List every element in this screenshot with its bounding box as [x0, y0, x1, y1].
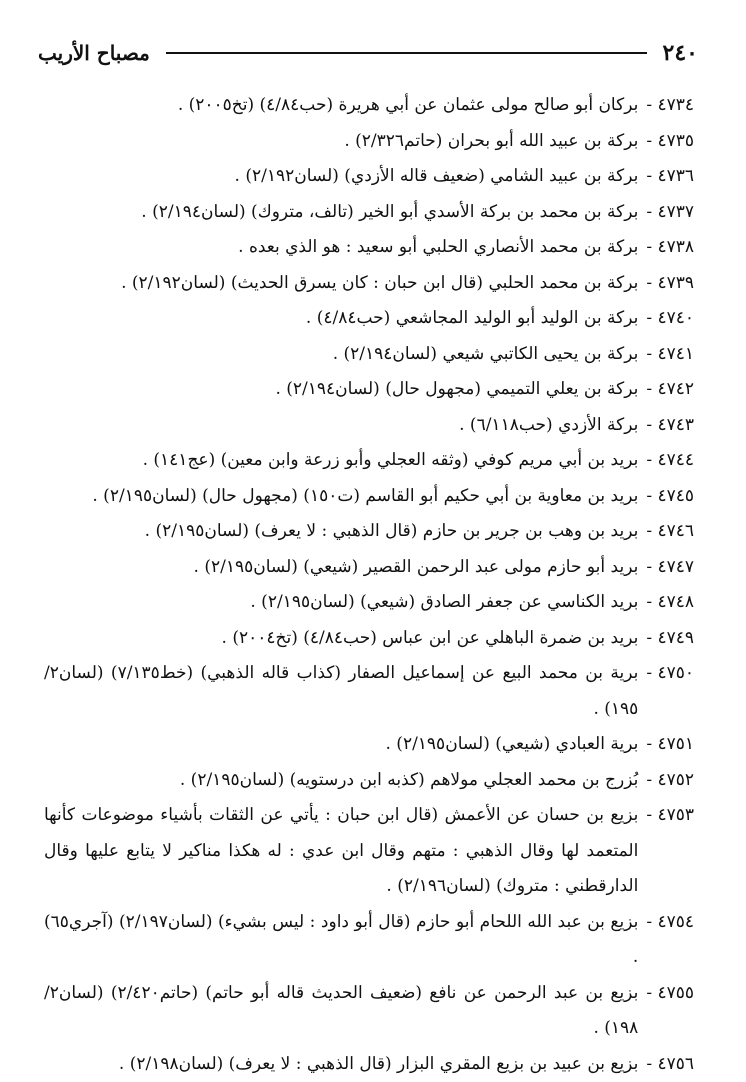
entry-row: [44, 230, 694, 266]
entry-number: ٤٧٣٤ -: [646, 88, 694, 124]
entry-number: ٤٧٥١ -: [646, 727, 694, 763]
entry-number: ٤٧٣٥ -: [646, 124, 694, 160]
entry-row: [44, 443, 694, 479]
entry-number: ٤٧٤٣ -: [646, 408, 694, 444]
entry-number: ٤٧٤٥ -: [646, 479, 694, 515]
entry-row: [44, 266, 694, 302]
entry-text: بركة بن عبيد الشامي (ضعيف قاله الأزدي) (لسان٢/١٩٢) .: [44, 159, 638, 195]
entry-text: بركان أبو صالح مولى عثمان عن أبي هريرة (حب٤/٨٤) (تخ٢٠٠٥) .: [44, 88, 638, 124]
entry-number: ٤٧٥٤ -: [646, 905, 694, 976]
page-header: [38, 36, 698, 70]
entry-text: بزيع بن عبيد بن بزيع المقري البزار (قال الذهبي : لا يعرف) (لسان٢/١٩٨) .: [44, 1047, 638, 1082]
entry-row: [44, 159, 694, 195]
entry-text: بركة بن الوليد أبو الوليد المجاشعي (حب٤/٨٤) .: [44, 301, 638, 337]
entry-number: ٤٧٥٠ -: [646, 656, 694, 727]
entry-number: ٤٧٤١ -: [646, 337, 694, 373]
entry-number: ٤٧٤٦ -: [646, 514, 694, 550]
entry-text: بريد الكناسي عن جعفر الصادق (شيعي) (لسان٢/١٩٥) .: [44, 585, 638, 621]
entry-row: [44, 337, 694, 373]
entry-row: [44, 798, 694, 905]
entry-number: ٤٧٥٣ -: [646, 798, 694, 905]
entry-number: ٤٧٣٧ -: [646, 195, 694, 231]
header-rule: [166, 52, 647, 54]
entry-row: [44, 727, 694, 763]
entry-text: بريد بن معاوية بن أبي حكيم أبو القاسم (ت١٥٠) (مجهول حال) (لسان٢/١٩٥) .: [44, 479, 638, 515]
entry-text: بُزرج بن محمد العجلي مولاهم (كذبه ابن درستويه) (لسان٢/١٩٥) .: [44, 763, 638, 799]
entry-row: [44, 88, 694, 124]
entry-text: بزيع بن عبد الرحمن عن نافع (ضعيف الحديث قاله أبو حاتم) (حاتم٢/٤٢٠) (لسان٢/ ١٩٨) .: [44, 976, 638, 1047]
entry-row: [44, 479, 694, 515]
entry-list: [44, 88, 694, 1082]
entry-number: ٤٧٥٢ -: [646, 763, 694, 799]
entry-text: بركة بن عبيد الله أبو بحران (حاتم٢/٣٢٦) .: [44, 124, 638, 160]
entry-number: ٤٧٤٢ -: [646, 372, 694, 408]
entry-row: [44, 656, 694, 727]
entry-row: [44, 124, 694, 160]
entry-number: ٤٧٤٧ -: [646, 550, 694, 586]
entry-number: ٤٧٣٦ -: [646, 159, 694, 195]
entry-row: [44, 301, 694, 337]
entry-row: [44, 621, 694, 657]
page-number: ٢٤٠: [663, 40, 698, 66]
entry-number: ٤٧٣٨ -: [646, 230, 694, 266]
entry-text: بركة بن محمد بن بركة الأسدي أبو الخير (تالف، متروك) (لسان٢/١٩٤) .: [44, 195, 638, 231]
entry-text: بزيع بن حسان عن الأعمش (قال ابن حبان : يأتي عن الثقات بأشياء موضوعات كأنها المتعمد لها وقال الذهبي : متهم وقال ابن عدي : له هكذا مناكير لا يتابع عليها وقال الدارقطني : متروك) (لسان٢/١٩٦) .: [44, 798, 638, 905]
entry-row: [44, 763, 694, 799]
entry-number: ٤٧٤٨ -: [646, 585, 694, 621]
entry-text: برية العبادي (شيعي) (لسان٢/١٩٥) .: [44, 727, 638, 763]
entry-number: ٤٧٤٩ -: [646, 621, 694, 657]
entry-row: [44, 905, 694, 976]
entry-text: بركة بن محمد الحلبي (قال ابن حبان : كان يسرق الحديث) (لسان٢/١٩٢) .: [44, 266, 638, 302]
entry-row: [44, 514, 694, 550]
entry-number: ٤٧٤٤ -: [646, 443, 694, 479]
entry-text: بزيع بن عبد الله اللحام أبو حازم (قال أبو داود : ليس بشيء) (لسان٢/١٩٧) (آجري٦٥) .: [44, 905, 638, 976]
entry-row: [44, 372, 694, 408]
entry-text: بركة بن محمد الأنصاري الحلبي أبو سعيد : هو الذي بعده .: [44, 230, 638, 266]
entry-row: [44, 195, 694, 231]
entry-row: [44, 550, 694, 586]
entry-number: ٤٧٣٩ -: [646, 266, 694, 302]
entry-row: [44, 585, 694, 621]
entry-text: برية بن محمد البيع عن إسماعيل الصفار (كذاب قاله الذهبي) (خط٧/١٣٥) (لسان٢/ ١٩٥) .: [44, 656, 638, 727]
entry-row: [44, 408, 694, 444]
entry-number: ٤٧٥٥ -: [646, 976, 694, 1047]
entry-text: بريد بن أبي مريم كوفي (وثقه العجلي وأبو زرعة وابن معين) (عج١٤١) .: [44, 443, 638, 479]
entry-text: بركة بن يحيى الكاتبي شيعي (لسان٢/١٩٤) .: [44, 337, 638, 373]
entry-number: ٤٧٤٠ -: [646, 301, 694, 337]
entry-row: [44, 976, 694, 1047]
entry-text: بريد بن ضمرة الباهلي عن ابن عباس (حب٤/٨٤) (تخ٢٠٠٤) .: [44, 621, 638, 657]
entry-text: بركة بن يعلي التميمي (مجهول حال) (لسان٢/١٩٤) .: [44, 372, 638, 408]
entry-text: بركة الأزدي (حب٦/١١٨) .: [44, 408, 638, 444]
entry-text: بريد أبو حازم مولى عبد الرحمن القصير (شيعي) (لسان٢/١٩٥) .: [44, 550, 638, 586]
entry-number: ٤٧٥٦ -: [646, 1047, 694, 1082]
entry-text: بريد بن وهب بن جرير بن حازم (قال الذهبي : لا يعرف) (لسان٢/١٩٥) .: [44, 514, 638, 550]
book-title: مصباح الأريب: [38, 41, 150, 65]
